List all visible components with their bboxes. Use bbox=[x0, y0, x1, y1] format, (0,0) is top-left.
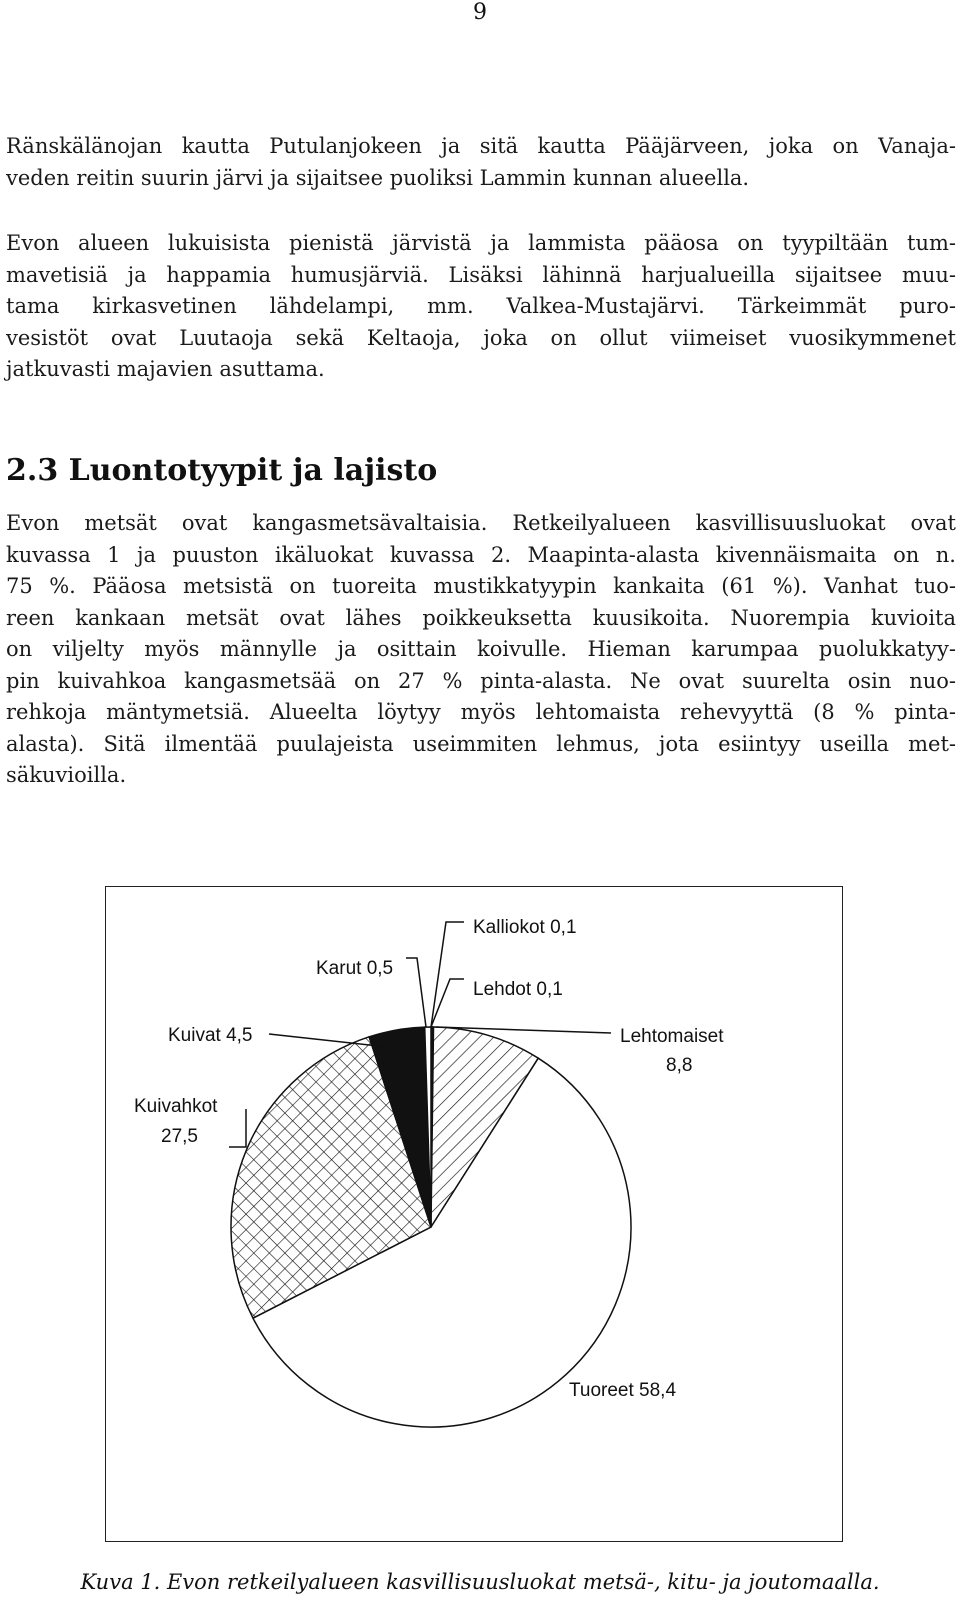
label-karut: Karut 0,5 bbox=[316, 958, 394, 979]
paragraph-line: alasta). Sitä ilmentää puulajeista useimmiten lehmus, jota esiintyy useilla met- bbox=[6, 731, 956, 756]
paragraph-line: Evon alueen lukuisista pienistä järvistä ja lammista pääosa on tyypiltään tum- bbox=[6, 231, 956, 255]
pie-chart bbox=[106, 887, 844, 1543]
label-tuoreet: Tuoreet 58,4 bbox=[569, 1380, 677, 1401]
label-kalliokot: Kalliokot 0,1 bbox=[473, 917, 577, 938]
figure-caption: Kuva 1. Evon retkeilyalueen kasvillisuusluokat metsä-, kitu- ja joutomaalla. bbox=[80, 1570, 880, 1594]
label-kuivat: Kuivat 4,5 bbox=[168, 1025, 253, 1046]
label-kuivahkot: Kuivahkot bbox=[134, 1096, 218, 1117]
paragraph-2 bbox=[6, 228, 956, 386]
leader-lehdot bbox=[431, 979, 464, 1027]
paragraph-line: Ränskälänojan kautta Putulanjokeen ja sitä kautta Pääjärveen, joka on Vanaja- bbox=[6, 134, 956, 158]
label-lehtomaiset-value: 8,8 bbox=[666, 1055, 693, 1076]
label-lehtomaiset: Lehtomaiset bbox=[620, 1026, 724, 1047]
label-lehdot: Lehdot 0,1 bbox=[473, 979, 563, 1000]
leader-kuivahkot bbox=[229, 1109, 246, 1147]
paragraph-line: rehkoja mäntymetsiä. Alueelta löytyy myös lehtomaista rehevyyttä (8 % pinta- bbox=[6, 700, 956, 724]
paragraph-line: kuvassa 1 ja puuston ikäluokat kuvassa 2. Maapinta-alasta kivennäismaita on n. bbox=[6, 542, 956, 567]
paragraph-line: tama kirkasvetinen lähdelampi, mm. Valkea-Mustajärvi. Tärkeimmät puro- bbox=[6, 294, 956, 318]
paragraph-line: pin kuivahkoa kangasmetsää on 27 % pinta-alasta. Ne ovat suurelta osin nuo- bbox=[6, 668, 956, 693]
paragraph-1 bbox=[6, 131, 956, 194]
paragraph-line: reen kankaan metsät ovat lähes poikkeuksetta kuusikoita. Nuorempia kuvioita bbox=[6, 605, 956, 630]
paragraph-line: mavetisiä ja happamia humusjärviä. Lisäksi lähinnä harjualueilla sijaitsee muu- bbox=[6, 262, 956, 287]
section-heading: 2.3 Luontotyypit ja lajisto bbox=[6, 453, 438, 488]
paragraph-line: säkuvioilla. bbox=[6, 763, 127, 787]
paragraph-line: jatkuvasti majavien asuttama. bbox=[6, 357, 325, 381]
paragraph-line: on viljelty myös männylle ja osittain koivulle. Hieman karumpaa puolukkatyy- bbox=[6, 637, 956, 661]
paragraph-line: 75 %. Pääosa metsistä on tuoreita mustikkatyypin kankaita (61 %). Vanhat tuo- bbox=[6, 574, 956, 598]
paragraph-line: vesistöt ovat Luutaoja sekä Keltaoja, joka on ollut viimeiset vuosikymmenet bbox=[6, 325, 956, 350]
leader-kalliokot bbox=[431, 922, 464, 1027]
paragraph-line: veden reitin suurin järvi ja sijaitsee puoliksi Lammin kunnan alueella. bbox=[6, 165, 750, 190]
paragraph-3 bbox=[6, 508, 956, 792]
label-kuivahkot-value: 27,5 bbox=[161, 1126, 198, 1147]
figure-frame bbox=[105, 886, 843, 1542]
leader-karut bbox=[406, 958, 426, 1027]
page-number: 9 bbox=[473, 0, 487, 25]
paragraph-line: Evon metsät ovat kangasmetsävaltaisia. Retkeilyalueen kasvillisuusluokat ovat bbox=[6, 511, 956, 535]
